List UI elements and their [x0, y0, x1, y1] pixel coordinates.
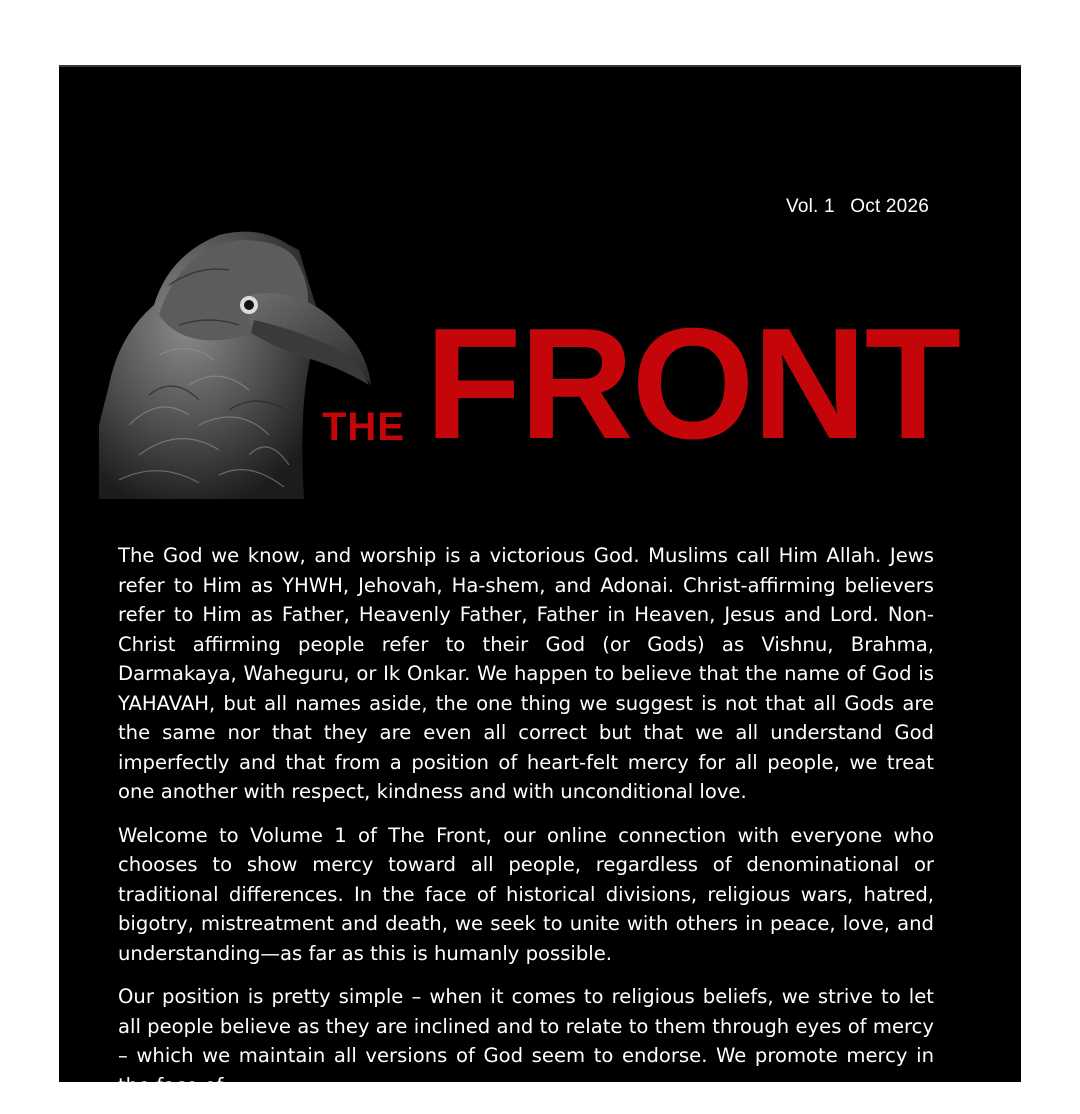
article-paragraph: Welcome to Volume 1 of The Front, our online connection with everyone who chooses to show mercy toward all people, regardless of denominational or traditional differences. In the face of historical divisions, religious wars, hatred, bigotry, mistreatment and death, we seek to unite with others in peace, love, and understanding—as far as this is humanly possible. — [118, 823, 934, 965]
issue-info — [786, 196, 929, 218]
article-body — [118, 541, 934, 1114]
masthead-the: THE — [322, 405, 405, 449]
raven-image — [99, 225, 377, 499]
masthead-front: FRONT — [425, 296, 960, 472]
article-paragraph: The God we know, and worship is a victorious God. Muslims call Him Allah. Jews refer to Him as YHWH, Jehovah, Ha-shem, and Adonai. Christ-affirming believers refer to Him as Father, Heavenly Father, Father in Heaven, Jesus and Lord. Non-Christ affirming people refer to their God (or Gods) as Vishnu, Brahma, Darmakaya, Waheguru, or Ik Onkar. We happen to believe that the name of God is YAHAVAH, but all names aside, the one thing we suggest is not that all Gods are the same nor that they are even all correct but that we all understand God imperfectly and that from a position of heart-felt mercy for all people, we treat one another with respect, kindness and with unconditional love. — [118, 544, 934, 803]
volume-label: Vol. 1 — [786, 196, 835, 217]
issue-date: Oct 2026 — [850, 196, 929, 217]
article-paragraph: Our position is pretty simple – when it comes to religious beliefs, we strive to let all people believe as they are inclined and to relate to them through eyes of mercy – which we maintain all versions of God seem to endorse. We promote mercy in the face of — [118, 985, 934, 1097]
newsletter-page — [59, 65, 1021, 1097]
